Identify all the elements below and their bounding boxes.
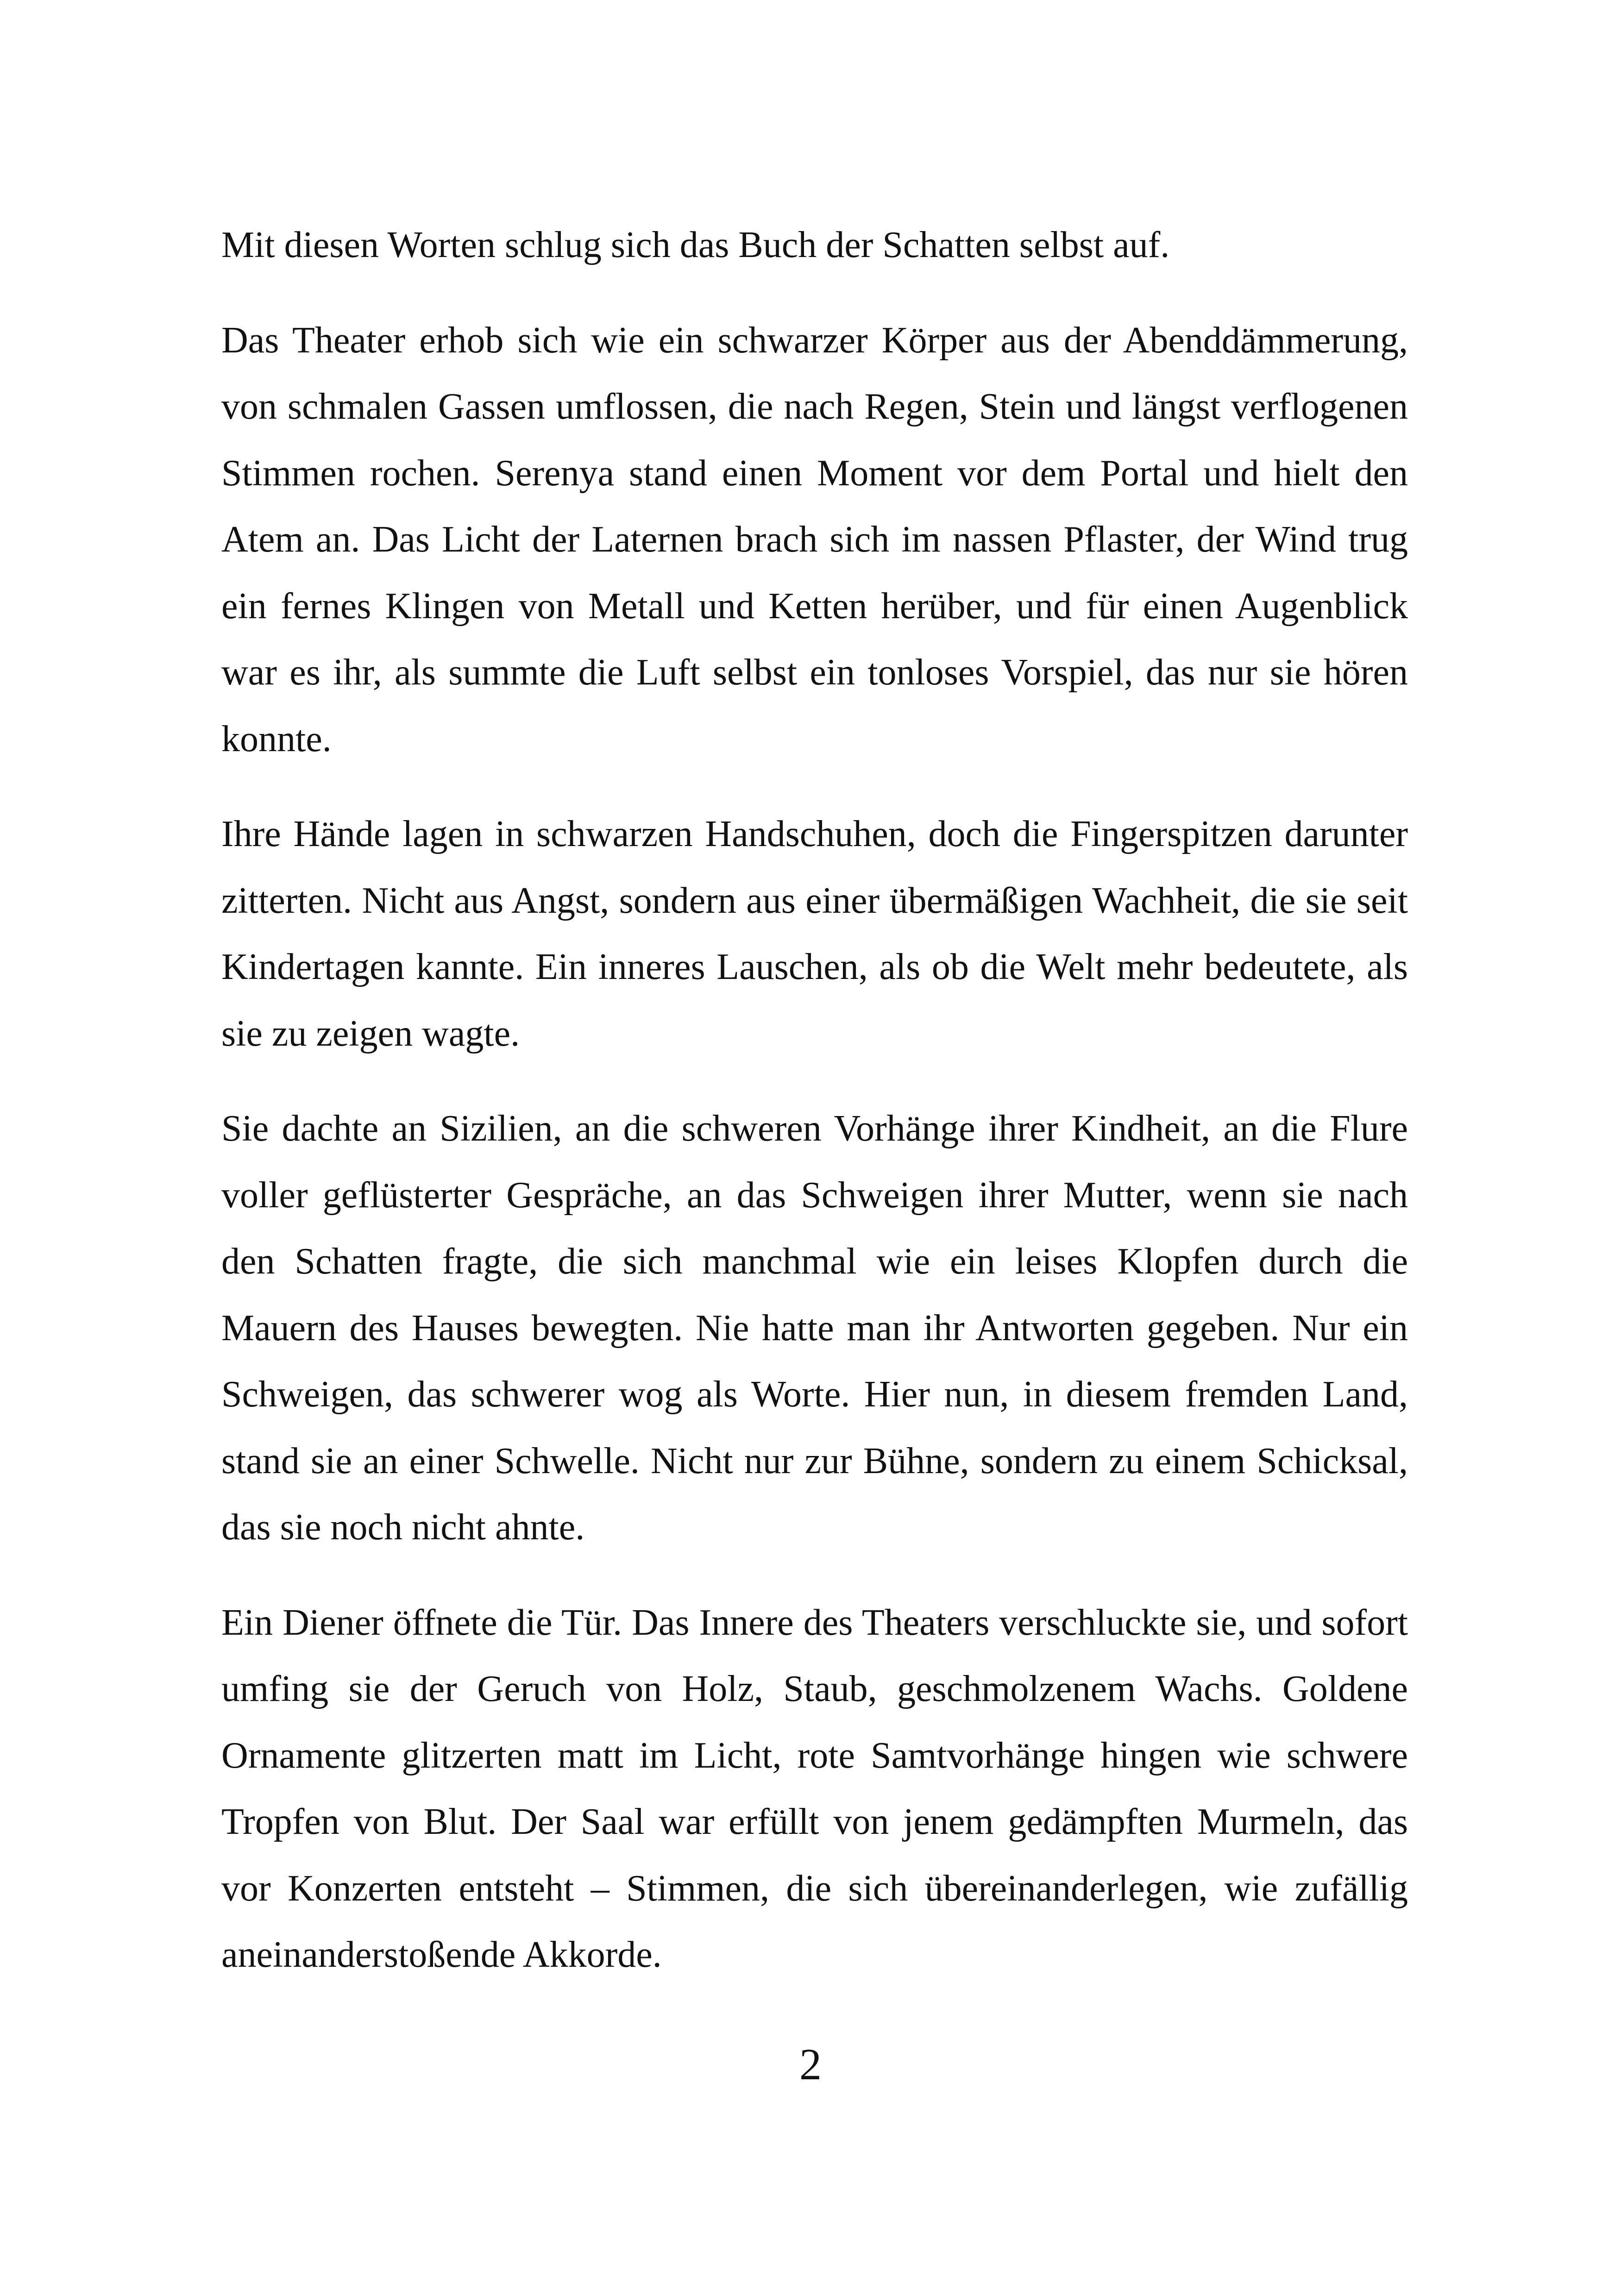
paragraph-2: Das Theater erhob sich wie ein schwarzer Körper aus der Abenddämmerung, von schmalen Gassen umflossen, die nach Regen, Stein und längst verflogenen Stimmen rochen. Serenya stand einen Moment vor dem Portal und hielt den Atem an. Das Licht der Laternen brach sich im nassen Pflaster, der Wind trug ein fernes Klingen von Metall und Ketten herüber, und für einen Augenblick war es ihr, als summte die Luft selbst ein tonloses Vorspiel, das nur sie hören konnte. [221, 320, 1408, 759]
body-text [221, 212, 1408, 2017]
page-number: 2 [799, 2039, 822, 2089]
paragraph-4: Sie dachte an Sizilien, an die schweren Vorhänge ihrer Kindheit, an die Flure voller geflüsterter Gespräche, an das Schweigen ihrer Mutter, wenn sie nach den Schatten fragte, die sich manchmal wie ein leises Klopfen durch die Mauern des Hauses bewegten. Nie hatte man ihr Antworten gegeben. Nur ein Schweigen, das schwerer wog als Worte. Hier nun, in diesem fremden Land, stand sie an einer Schwelle. Nicht nur zur Bühne, sondern zu einem Schicksal, das sie noch nicht ahnte. [221, 1108, 1408, 1548]
paragraph-3: Ihre Hände lagen in schwarzen Handschuhen, doch die Fingerspitzen darunter zitterten. Nicht aus Angst, sondern aus einer übermäßigen Wachheit, die sie seit Kindertagen kannte. Ein inneres Lauschen, als ob die Welt mehr bedeutete, als sie zu zeigen wagte. [221, 814, 1408, 1054]
paragraph-1: Mit diesen Worten schlug sich das Buch der Schatten selbst auf. [221, 225, 1170, 265]
paragraph-5: Ein Diener öffnete die Tür. Das Innere des Theaters verschluckte sie, und sofort umfing sie der Geruch von Holz, Staub, geschmolzenem Wachs. Goldene Ornamente glitzerten matt im Licht, rote Samtvorhänge hingen wie schwere Tropfen von Blut. Der Saal war erfüllt von jenem gedämpften Murmeln, das vor Konzerten entsteht – Stimmen, die sich übereinanderlegen, wie zufällig aneinanderstoßende Akkorde. [221, 1602, 1408, 1975]
